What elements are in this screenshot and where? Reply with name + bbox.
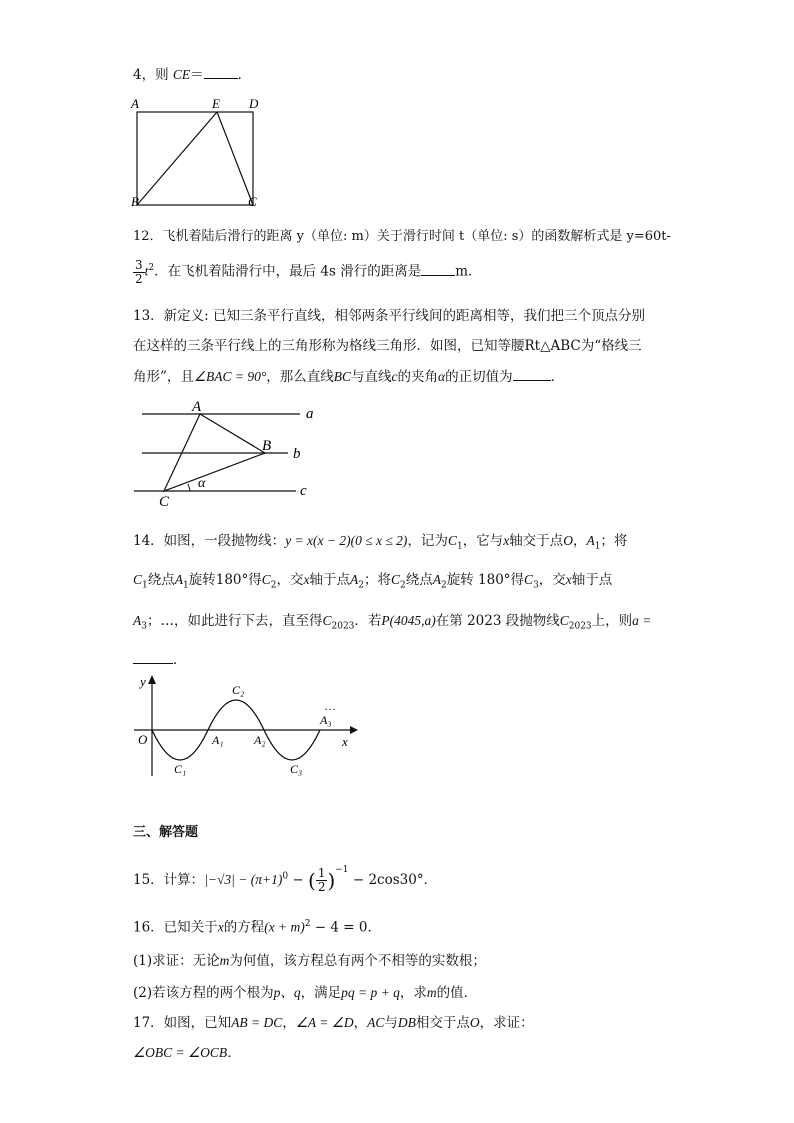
label-c: c (300, 483, 307, 499)
label-E: E (212, 96, 220, 111)
label-a: a (306, 406, 314, 422)
q16-line1: 16．已知关于x的方程$(x + m)^2 - 4 = 0$． (133, 919, 381, 936)
grid-triangle-figure (128, 398, 328, 510)
label-dots: … (325, 699, 336, 713)
label-D: D (249, 96, 259, 111)
label-x: x (342, 734, 348, 749)
q13-line3: 角形”，且∠BAC = 90°，那么直线BC与直线c的夹角α的正切值为 ． (133, 366, 564, 387)
label-C: C (248, 194, 257, 209)
q14-line2: $C_1$绕点$A_1$旋转180°得$C_2$，交x轴于点$A_2$；将$C_2$绕点$A_2$旋转 180°得$C_3$，交x轴于点 (133, 572, 613, 591)
q13-line2: 在这样的三条平行线上的三角形称为格线三角形．如图，已知等腰Rt△ABC为“格线三 (133, 338, 642, 354)
answer-blank[interactable] (133, 649, 173, 664)
label-C: C (159, 494, 170, 510)
label-A: A (192, 399, 202, 415)
label-C1: C₁ (174, 762, 187, 776)
q16-sub2: (2)若该方程的两个根为p、q，满足pq = p + q，求m的值． (133, 985, 478, 1001)
q14-line4: ． (133, 649, 187, 670)
label-y: y (140, 674, 146, 689)
q11-tail: 4，则 CE＝ ． (133, 64, 251, 85)
label-C2: C₂ (232, 683, 245, 697)
q14-line3: $A_3$；…，如此进行下去，直至得$C_{2023}$．若P(4045,a)在第 2023 段抛物线$C_{2023}$上，则a = (133, 613, 652, 632)
label-A3: A₃ (320, 713, 332, 727)
q15-line: 15．计算：$|-√3| - (\pi+1)^0$ − ( $\frac{1}{2}$ )$^{-1}$ − 2cos30°． (133, 865, 438, 894)
rectangle-figure (128, 94, 268, 210)
label-alpha: α (198, 476, 206, 491)
q13-line1: 13．新定义: 已知三条平行直线，相邻两条平行线间的距离相等，我们把三个顶点分别 (133, 308, 646, 324)
label-C3: C₃ (290, 762, 303, 776)
label-b: b (293, 446, 301, 462)
answer-blank[interactable] (204, 64, 238, 79)
q17-line1: 17．如图，已知AB = DC，∠A = ∠D，AC与DB相交于点O，求证： (133, 1015, 534, 1031)
q14-line1: 14．如图，一段抛物线：y = x(x − 2)(0 ≤ x ≤ 2)，记为$C_1$，它与x轴交于点O，$A_1$；将 (133, 533, 628, 552)
q12-line2: $\frac{3}{2}$ $t^2$．在飞机着陆滑行中，最后 4s 滑行的距离是 m． (135, 257, 482, 286)
label-A1: A₁ (212, 733, 224, 747)
label-B: B (262, 438, 272, 454)
q16-sub1: (1)求证：无论m为何值，该方程总有两个不相等的实数根； (133, 953, 486, 969)
label-B: B (131, 194, 139, 209)
q12-line1: 12．飞机着陆后滑行的距离 y（单位: m）关于滑行时间 t（单位: s）的函数解析式是 y=60t- (133, 229, 671, 244)
label-A2: A₂ (254, 733, 266, 747)
section-heading: 三、解答题 (133, 825, 199, 840)
label-A: A (131, 96, 139, 111)
label-O: O (138, 732, 148, 747)
fraction: $\frac{3}{2}$ (135, 257, 143, 286)
answer-blank[interactable] (513, 366, 551, 381)
answer-blank[interactable] (421, 261, 455, 276)
parabola-chain-figure (128, 672, 360, 784)
q17-line2: ∠OBC = ∠OCB． (133, 1045, 241, 1060)
fraction: $\frac{1}{2}$ (317, 866, 326, 894)
